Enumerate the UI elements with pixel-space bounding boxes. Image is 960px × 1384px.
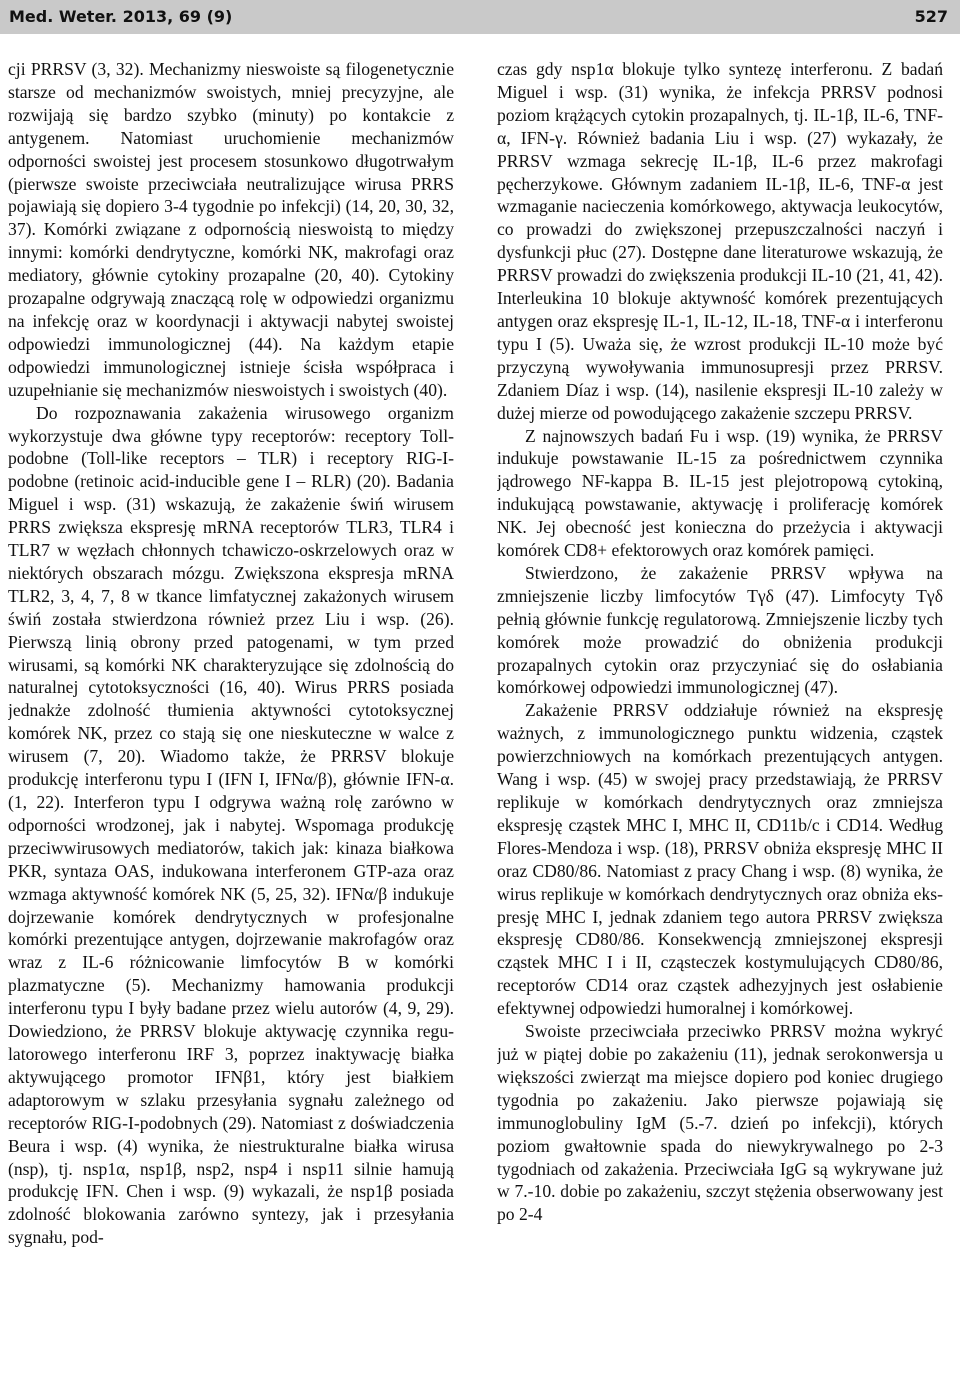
paragraph: czas gdy nsp1α blokuje tylko syntezę interferonu. Z badań Miguel i wsp. (31) wynika, że infekcja PRRSV podnosi poziom krążących cytokin prozapalnych, tj. IL-1β, IL-6, TNF-α, IFN-γ. Również badania Liu i wsp. (27) wykazały, że PRRSV wzmaga sekrecję IL-1β, IL-6 przez makrofagi pęcherzykowe. Głównym zadaniem IL-1β, IL-6, TNF-α jest wzmaganie nacieczenia komórkowego, aktywacja leukocytów, co prowadzi do zwiększonej przepuszczalności naczyń i dysfunkcji płuc (27). Dostępne dane literaturowe wskazują, że PRRSV prowadzi do zwiększenia produkcji IL-10 (21, 41, 42). Interleukina 10 blokuje aktywność komórek prezentujących antygen oraz ekspresję IL-1, IL-12, IL-18, TNF-α i interferonu typu I (5). Uważa się, że wzrost produkcji IL-10 może być przyczyną wywoływania immunosupresji przez PRRSV. Zdaniem Díaz i wsp. (14), nasilenie ekspresji IL-10 zależy w dużej mierze od powodującego zakażenie szczepu PRRSV.	[497, 59, 943, 423]
paragraph: cji PRRSV (3, 32). Mechanizmy nieswoiste są filogenetycznie starsze od mechanizmów swoistych, mniej precyzyjne, ale rozwijają się bardzo szybko (minuty) po kontakcie z antygenem. Natomiast uruchomienie mechanizmów odporności swoistej jest procesem stosunkowo długotrwałym (pierwsze swoiste przeciwciała neutralizujące wirusa PRRS pojawiają się dopiero 3-4 tygodnie po infekcji) (14, 20, 30, 32, 37). Komórki związane z odpornością nieswoistą to między innymi: komórki dendrytyczne, komórki NK, makrofagi oraz mediatory, głównie cytokiny prozapalne (20, 40). Cytokiny prozapalne odgrywają znaczącą rolę w odpowiedzi organizmu na infekcję oraz w koordynacji i aktywacji nabytej swoistej odpowiedzi immunologicznej (44). Na każdym etapie odpowiedzi immunologicznej istnieje ścisła współpraca i uzupełnianie się mechanizmów nieswoistych i swoistych (40).	[8, 59, 454, 400]
running-header	[0, 0, 960, 34]
journal-citation: Med. Weter. 2013, 69 (9)	[9, 7, 233, 26]
paragraph: Do rozpoznawania zakażenia wirusowego organizm wykorzystuje dwa główne typy receptorów: receptory Toll-podobne (Toll-like receptors – TLR) i receptory RIG-I-podobne (retinoic acid-inducible gene I – RLR) (20). Badania Miguel i wsp. (31) wskazują, że zakażenie świń wirusem PRRS zwiększa ekspresję mRNA receptorów TLR3, TLR4 i TLR7 w węzłach chłonnych tchawiczo-oskrzelowych oraz w niektórych obszarach mózgu. Zwiększona ekspresja mRNA TLR2, 3, 4, 7, 8 w tkance limfatycznej zakażonych wirusem świń została stwierdzona również przez Liu i wsp. (26). Pierwszą linią obrony przed patogenami, w tym przed wirusami, są komórki NK charakteryzujące się zdolnością do naturalnej cytotoksyczności (16, 40). Wirus PRRS posiada jednakże zdolność tłumienia aktywności cytotoksycznej komórek NK, przez co stają się one nieskuteczne w walce z wirusem (7, 20). Wiadomo także, że PRRSV blokuje produkcję interferonu typu I (IFN I, IFNα/β), głównie IFN-α. (1, 22). Interferon typu I odgrywa ważną rolę zarówno w odporności wrodzonej, jak i nabytej. Wspomaga produkcję przeciwwirusowych mediatorów, takich jak: kinaza białkowa PKR, syntaza OAS, indukowana interferonem GTP-aza oraz wzmaga aktywność komórek NK (5, 25, 32). IFNα/β indukuje dojrzewanie komórek dendrytycznych w profesjonalne komórki prezentujące antygen, dojrzewanie makrofagów oraz wraz z IL-6 różnicowanie limfocytów B w komórki plazmatyczne (5). Mechanizmy hamowania produkcji interferonu typu I były badane przez wielu autorów (4, 9, 29). Dowiedziono, że PRRSV blokuje aktywację czynnika regulatorowego interferonu IRF 3, poprzez inaktywację białka aktywującego promotor IFNβ1, który jest białkiem adaptorowym w szlaku przesyłania sygnału zależnego od receptorów RIG-I-podobnych (29). Natomiast z doświadczenia Beura i wsp. (4) wynika, że niestrukturalne białka wirusa (nsp), tj. nsp1α, nsp1β, nsp2, nsp4 i nsp11 silnie hamują produkcję IFN. Chen i wsp. (9) wykazali, że nsp1β posiada zdolność blokowania zarówno syntezy, jak i przesyłania sygnału, pod-	[8, 402, 454, 1248]
left-column	[8, 58, 454, 1378]
page-number: 527	[914, 7, 948, 26]
right-column	[497, 58, 943, 1378]
paragraph: Zakażenie PRRSV oddziałuje również na ekspresję ważnych, z immunologicznego punktu widzenia, cząstek powierzchniowych na komórkach prezentujących antygen. Wang i wsp. (45) w swojej pracy przedstawiają, że PRRSV replikuje w komórkach dendrytycznych oraz zmniejsza ekspresję cząstek MHC I, MHC II, CD11b/c i CD14. Według Flores-Mendoza i wsp. (18), PRRSV obniża ekspresję MHC II oraz CD80/86. Natomiast z pracy Chang i wsp. (8) wynika, że wirus replikuje w komórkach dendrytycznych oraz obniża ekspresję MHC I, jednak zdaniem tego autora PRRSV zwiększa ekspresję CD80/86. Konsekwencją zmniejszonej ekspresji cząstek MHC I i II, cząsteczek kostymulujących CD80/86, receptorów CD14 oraz cząstek adhezyjnych jest osłabienie efektywnej odpowiedzi humoralnej i komórkowej.	[497, 700, 943, 1019]
paragraph: Swoiste przeciwciała przeciwko PRRSV można wykryć już w piątej dobie po zakażeniu (11), jednak serokonwersja u większości zwierząt ma miejsce dopiero pod koniec drugiego tygodnia po zakażeniu. Jako pierwsze pojawiają się immunoglobuliny IgM (5.-7. dzień po infekcji), których poziom gwałtownie spada do niewykrywalnego po 2-3 tygodniach od zakażenia. Przeciwciała IgG są wykrywane już w 7.-10. dobie po zakażeniu, szczyt stężenia obserwowany jest po 2-4	[497, 1021, 943, 1225]
paragraph: Stwierdzono, że zakażenie PRRSV wpływa na zmniejszenie liczby limfocytów Tγδ (47). Limfocyty Tγδ pełnią głównie funkcję regulatorową. Zmniejszenie liczby tych komórek może prowadzić do obniżenia produkcji prozapalnych cytokin oraz przyczyniać się do osłabiania komórkowej odpowiedzi immunologicznej (47).	[497, 562, 943, 698]
paragraph: Z najnowszych badań Fu i wsp. (19) wynika, że PRRSV indukuje powstawanie IL-15 za pośrednictwem czynnika jądrowego NF-kappa B. IL-15 jest plejotropową cytokiną, indukującą powstawanie, aktywację i proliferację komórek NK. Jej obecność jest konieczna do przeżycia i aktywacji komórek CD8+ efektorowych oraz komórek pamięci.	[497, 425, 943, 561]
